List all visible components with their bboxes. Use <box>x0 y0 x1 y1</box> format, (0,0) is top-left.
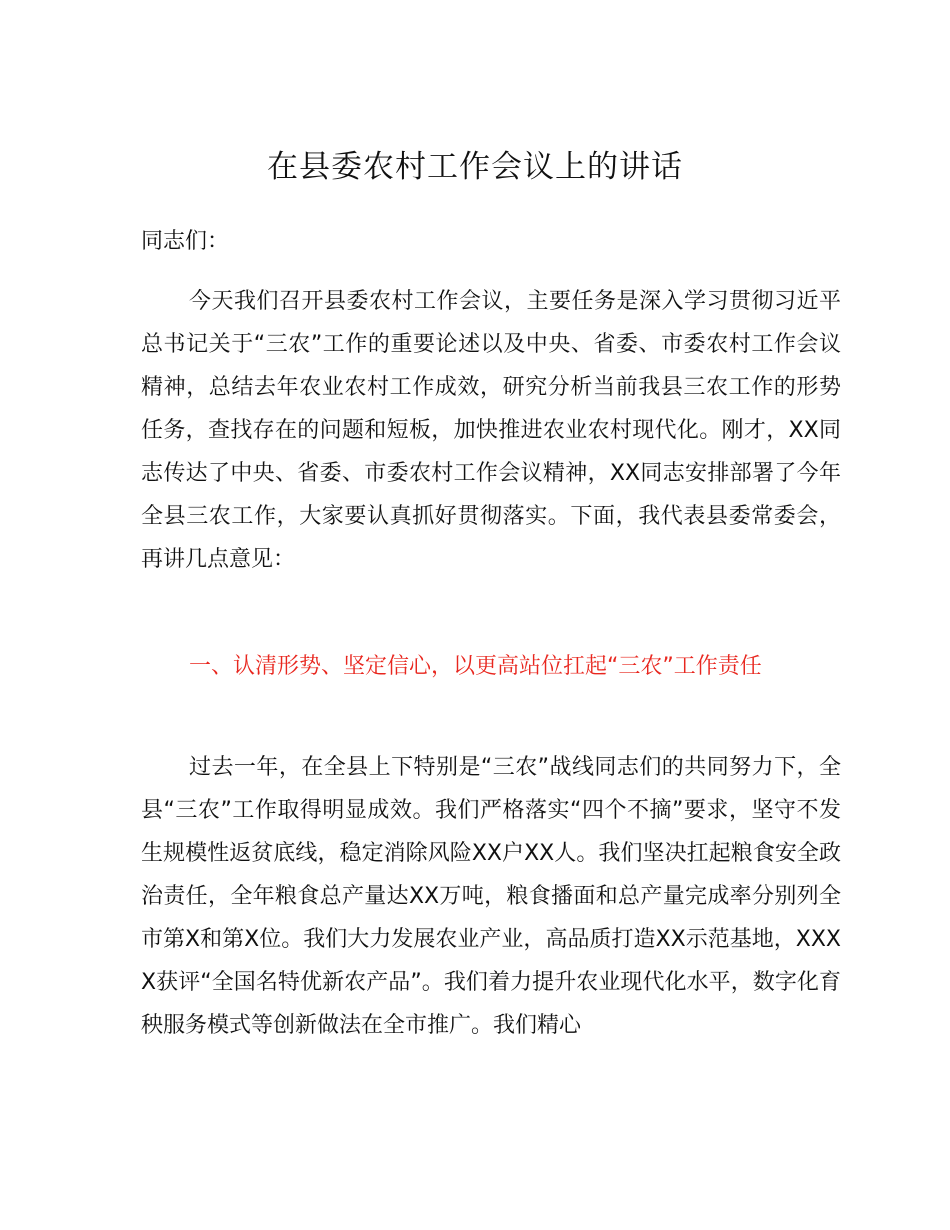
body-paragraph: 过去一年，在全县上下特别是“三农”战线同志们的共同努力下，全县“三农”工作取得明显成效。我们严格落实“四个不摘”要求，坚守不发生规模性返贫底线，稳定消除风险XX户XX人。我们坚决扛起粮食安全政治责任，全年粮食总产量达XX万吨，粮食播面和总产量完成率分别列全市第X和第X位。我们大力发展农业产业，高品质打造XX示范基地，XXXX获评“全国名特优新农产品”。我们着力提升农业现代化水平，数字化育秧服务模式等创新做法在全市推广。我们精心 <box>141 755 841 1038</box>
document-title: 在县委农村工作会议上的讲话 <box>267 149 683 185</box>
opening-paragraph: 今天我们召开县委农村工作会议，主要任务是深入学习贯彻习近平总书记关于“三农”工作的重要论述以及中央、省委、市委农村工作会议精神，总结去年农业农村工作成效，研究分析当前我县三农工作的形势任务，查找存在的问题和短板，加快推进农业农村现代化。刚才，XX同志传达了中央、省委、市委农村工作会议精神，XX同志安排部署了今年全县三农工作，大家要认真抓好贯彻落实。下面，我代表县委常委会，再讲几点意见： <box>141 289 841 572</box>
salutation: 同志们： <box>141 229 230 254</box>
section-heading: 一、认清形势、坚定信心，以更高站位扛起“三农”工作责任 <box>189 654 762 679</box>
